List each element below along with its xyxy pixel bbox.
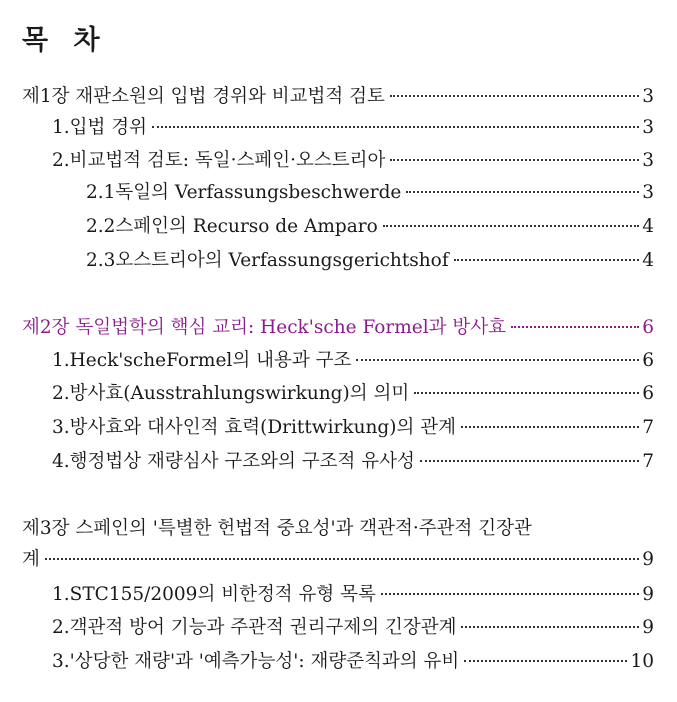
toc-chapter-3[interactable] [22, 548, 654, 572]
dot-leader [356, 359, 639, 361]
dot-leader [511, 326, 639, 328]
toc-entry-2-4[interactable] [52, 450, 654, 474]
dot-leader [383, 225, 639, 227]
dot-leader [45, 558, 639, 560]
toc-page-number: 3 [642, 182, 654, 203]
toc-page-number: 3 [642, 117, 654, 138]
toc-page-number: 4 [642, 216, 654, 237]
dot-leader [152, 126, 639, 128]
toc-entry-text: 2.3오스트리아의 Verfassungsgerichtshof [86, 250, 449, 271]
toc-entry-text: 제1장 재판소원의 입법 경위와 비교법적 검토 [22, 86, 385, 107]
toc-entry-text: 3.방사효와 대사인적 효력(Drittwirkung)의 관계 [52, 417, 456, 438]
toc-page-number: 9 [642, 549, 654, 570]
toc-entry-text: 계 [22, 549, 40, 570]
toc-entry-text: 3.'상당한 재량'과 '예측가능성': 재량준칙과의 유비 [52, 651, 460, 672]
toc-chapter-3-line1[interactable] [22, 517, 654, 541]
toc-entry-text: 2.2스페인의 Recurso de Amparo [86, 216, 378, 237]
toc-entry-text: 2.방사효(Ausstrahlungswirkung)의 의미 [52, 383, 410, 404]
toc-entry-text: 1.STC155/2009의 비한정적 유형 목록 [52, 584, 376, 605]
toc-entry-1-2-2[interactable] [86, 215, 654, 239]
toc-chapter-1[interactable] [22, 85, 654, 109]
toc-entry-1-2-1[interactable] [86, 181, 654, 205]
dot-leader [381, 593, 639, 595]
toc-entry-text: 1.입법 경위 [52, 117, 148, 138]
toc-entry-1-1[interactable] [52, 116, 654, 140]
toc-entry-1-2[interactable] [52, 149, 654, 173]
toc-entry-text: 2.1독일의 Verfassungsbeschwerde [86, 182, 402, 203]
dot-leader [406, 191, 639, 193]
toc-entry-3-2[interactable] [52, 616, 654, 640]
toc-entry-text: 제3장 스페인의 '특별한 헌법적 중요성'과 객관적·주관적 긴장관 [22, 518, 532, 539]
toc-title: 목 차 [22, 25, 108, 56]
dot-leader [454, 259, 640, 261]
dot-leader [461, 626, 639, 628]
toc-page-number: 9 [642, 584, 654, 605]
toc-page-number: 3 [642, 150, 654, 171]
toc-page-number: 3 [642, 86, 654, 107]
dot-leader [420, 460, 639, 462]
toc-entry-3-1[interactable] [52, 583, 654, 607]
toc-page-number: 9 [642, 617, 654, 638]
toc-entry-text: 2.객관적 방어 기능과 주관적 권리구제의 긴장관계 [52, 617, 457, 638]
toc-entry-text: 제2장 독일법학의 핵심 교리: Heck'sche Formel과 방사효 [22, 317, 507, 338]
toc-page-number: 6 [642, 350, 654, 371]
toc-entry-2-1[interactable] [52, 349, 654, 373]
toc-entry-text: 2.비교법적 검토: 독일·스페인·오스트리아 [52, 150, 386, 171]
toc-chapter-2[interactable] [22, 316, 654, 340]
toc-page-number: 7 [642, 451, 654, 472]
toc-page-number: 7 [642, 417, 654, 438]
toc-entry-text: 1.Heck'scheFormel의 내용과 구조 [52, 350, 352, 371]
dot-leader [390, 159, 639, 161]
toc-page-number: 10 [630, 651, 654, 672]
dot-leader [464, 660, 627, 662]
toc-entry-1-2-3[interactable] [86, 249, 654, 273]
toc-entry-2-2[interactable] [52, 382, 654, 406]
dot-leader [390, 95, 639, 97]
toc-entry-2-3[interactable] [52, 416, 654, 440]
toc-page-number: 6 [642, 317, 654, 338]
toc-page-number: 4 [642, 250, 654, 271]
toc-entry-text: 4.행정법상 재량심사 구조와의 구조적 유사성 [52, 451, 415, 472]
toc-entry-3-3[interactable] [52, 650, 654, 674]
dot-leader [461, 426, 639, 428]
dot-leader [414, 392, 639, 394]
toc-page-number: 6 [642, 383, 654, 404]
